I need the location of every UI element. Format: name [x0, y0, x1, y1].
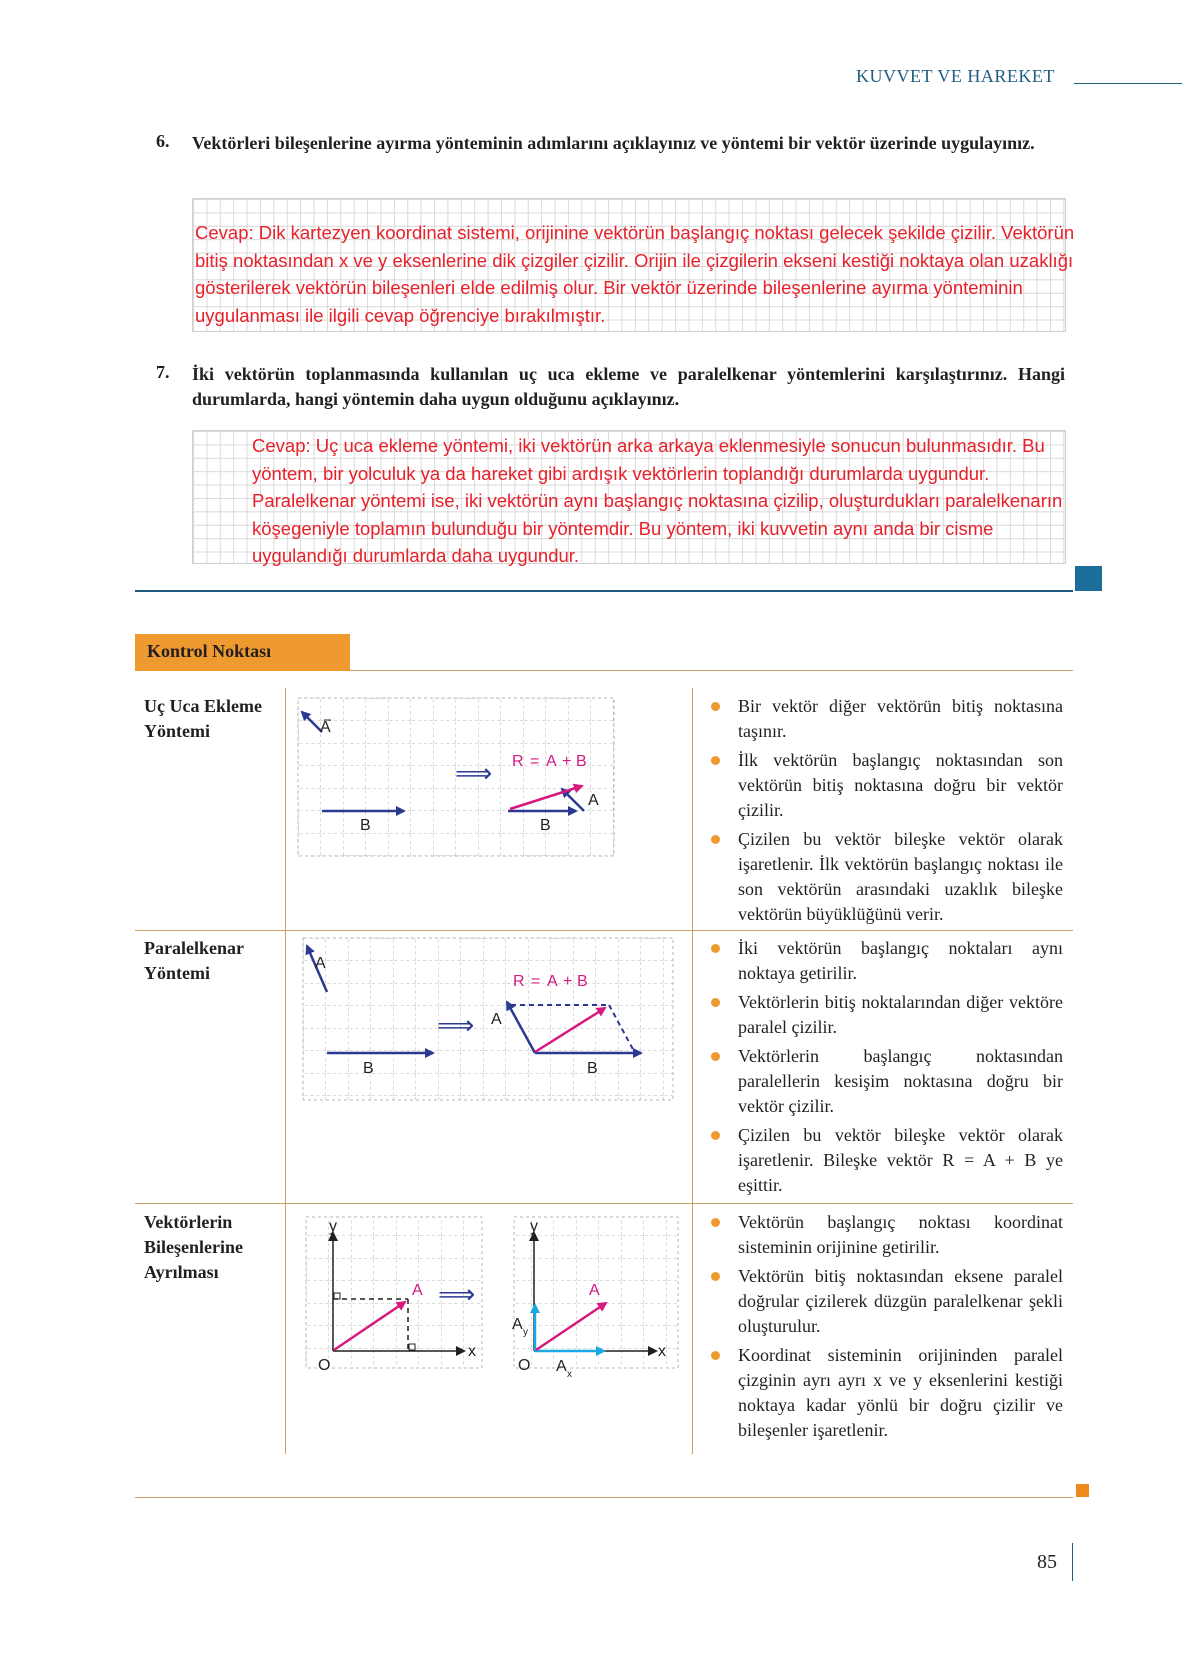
bullet-item: Koordinat sisteminin orijininden paralel çizginin ayrı ayrı x ve y eksenlerini kestiği noktaya kadar yönlü bir doğru çizilir ve bileşenler işaretlenir. [704, 1343, 1063, 1443]
bullet-item: İki vektörün başlangıç noktaları aynı noktaya getirilir. [704, 936, 1063, 986]
implies-arrow-icon: ⟹ [437, 1010, 475, 1040]
resultant-a-label: A [547, 973, 558, 990]
dotted-grid [303, 938, 673, 1100]
answer-7-line: köşegeniyle toplamın bulunduğu bir yöntemdir. Bu yöntem, iki kuvvetin aynı anda bir cisme [252, 517, 994, 539]
resultant-r-label: R [512, 753, 524, 770]
page-number: 85 [1037, 1551, 1057, 1573]
row-title-line: Uç Uca Ekleme [144, 696, 262, 716]
bullet-item: Çizilen bu vektör bileşke vektör olarak işaretlenir. Bileşke vektör R = A + B ye eşittir. [704, 1123, 1063, 1198]
vector-a-moved-label: A [588, 792, 599, 809]
bullet-item: Çizilen bu vektör bileşke vektör olarak işaretlenir. İlk vektörün başlangıç noktası ile son vektörün arasındaki uzaklık bileşke vektörün büyüklüğünü verir. [704, 827, 1063, 927]
question-7-text: İki vektörün toplanmasında kullanılan uç uca ekleme ve paralelkenar yöntemlerini karşılaştırınız. Hangi durumlarda, hangi yöntemin daha uygun olduğunu açıklayınız. [192, 364, 1065, 409]
origin-label: O [518, 1357, 531, 1374]
question-6-text: Vektörleri bileşenlerine ayırma yönteminin adımlarını açıklayınız ve yöntemi bir vektör üzerinde uygulayınız. [192, 133, 1035, 153]
answer-7-line: yöntem, bir yolculuk ya da hareket gibi ardışık vektörlerin toplandığı durumlarda uygundur. [252, 462, 990, 484]
y-axis-label: y [530, 1218, 538, 1235]
diagram-components [306, 1213, 690, 1380]
section-divider [135, 590, 1073, 592]
component-ay-label: A [512, 1316, 523, 1333]
vector-b-label: B [360, 817, 371, 834]
vector-a-label: A [320, 719, 331, 736]
footer-rule [135, 1497, 1073, 1498]
diagram-parallelogram [303, 938, 675, 1102]
answer-6-line: Cevap: Dik kartezyen koordinat sistemi, orijinine vektörün başlangıç noktası gelecek şekilde çizilir. Vektörün [195, 222, 1075, 243]
vector-a-moved-label: A [491, 1011, 502, 1028]
vector-b-moved-label: B [540, 817, 551, 834]
resultant-b-label: B [576, 753, 587, 770]
row-title-paralelkenar [144, 936, 244, 986]
bullet-item: Bir vektör diğer vektörün bitiş noktasına taşınır. [704, 694, 1063, 744]
question-7-number: 7. [156, 362, 170, 382]
vector-a-label: A [589, 1282, 600, 1299]
bullet-item: İlk vektörün başlangıç noktasından son vektörün bitiş noktasına doğru bir vektör çizilir. [704, 748, 1063, 823]
row-title-uc-uca [144, 694, 262, 744]
x-axis-label: x [658, 1343, 666, 1360]
bullet-item: Vektörün bitiş noktasından eksene paralel doğrular çizilerek düzgün paralelkenar şekli oluşturulur. [704, 1264, 1063, 1339]
table-divider-left [285, 688, 286, 1454]
answer-6-line: uygulanması ile ilgili cevap öğrenciye bırakılmıştır. [195, 304, 606, 326]
plus-sign: + [562, 753, 572, 770]
equals-sign: = [530, 753, 540, 770]
bullet-item: Vektörlerin başlangıç noktasından paralellerin kesişim noktasına doğru bir vektör çizilir. [704, 1044, 1063, 1119]
component-ax-label: A [556, 1358, 567, 1375]
x-axis-label: x [468, 1343, 476, 1360]
plus-sign: + [563, 973, 573, 990]
answer-7 [252, 432, 1062, 570]
vector-b-moved-label: B [587, 1060, 598, 1077]
resultant-a-label: A [546, 753, 557, 770]
resultant-r-label: R [513, 973, 525, 990]
vector-b-label: B [363, 1060, 374, 1077]
page-number-rule [1072, 1543, 1073, 1581]
question-6-number: 6. [156, 131, 170, 151]
component-ax-subscript: x [567, 1369, 572, 1380]
vector-a-label: A [315, 955, 326, 972]
bullet-item: Vektörlerin bitiş noktalarından diğer vektöre paralel çizilir. [704, 990, 1063, 1040]
chapter-title: KUVVET VE HAREKET [856, 66, 1055, 86]
table-row-divider [135, 1203, 1073, 1204]
row-title-line: Paralelkenar [144, 938, 244, 958]
row-title-line: Ayrılması [144, 1262, 219, 1282]
answer-7-line: Paralelkenar yöntemi ise, iki vektörün aynı başlangıç noktasına çizilip, oluşturdukları paralelkenarın [252, 490, 1063, 511]
row-title-line: Yöntemi [144, 963, 210, 983]
bullet-list-paralelkenar [704, 936, 1063, 1202]
answer-6 [195, 219, 1074, 329]
footer-marker [1076, 1484, 1089, 1497]
bullet-item: Vektörün başlangıç noktası koordinat sisteminin orijinine getirilir. [704, 1210, 1063, 1260]
row-title-line: Bileşenlerine [144, 1237, 243, 1257]
equals-sign: = [531, 973, 541, 990]
row-title-line: Vektörlerin [144, 1212, 233, 1232]
answer-7-line: uygulandığı durumlarda daha uygundur. [252, 545, 580, 566]
row-title-bilesenler [144, 1210, 243, 1285]
resultant-equation [513, 973, 588, 990]
section-marker [1075, 566, 1102, 591]
header-rule [1074, 83, 1182, 84]
resultant-b-label: B [577, 973, 588, 990]
resultant-equation [512, 753, 587, 770]
bullet-list-uc-uca [704, 694, 1063, 931]
table-divider-right [692, 688, 693, 1454]
implies-arrow-icon: ⟹ [455, 758, 493, 788]
diagram-tip-to-tail [298, 698, 616, 858]
y-axis-label: y [329, 1218, 337, 1235]
kontrol-header-line [350, 670, 1073, 671]
implies-arrow-icon: ⟹ [438, 1279, 476, 1309]
bullet-list-bilesenler [704, 1210, 1063, 1447]
vector-a-label: A [412, 1282, 423, 1299]
origin-label: O [318, 1357, 331, 1374]
kontrol-title: Kontrol Noktası [147, 641, 272, 661]
answer-6-line: gösterilerek vektörün bileşenleri elde edilmiş olur. Bir vektör üzerinde bileşenlerine ayırma yönteminin [195, 277, 1023, 298]
answer-7-line: Cevap: Uç uca ekleme yöntemi, iki vektörün arka arkaya eklenmesiyle sonucun bulunmasıdır. Bu [252, 435, 1045, 456]
row-title-line: Yöntemi [144, 721, 210, 741]
answer-6-line: bitiş noktasından x ve y eksenlerine dik çizgiler çizilir. Orijin ile çizgilerin ekseni kestiği noktaya olan uzaklığı [195, 249, 1074, 271]
component-ay-subscript: y [523, 1327, 528, 1338]
